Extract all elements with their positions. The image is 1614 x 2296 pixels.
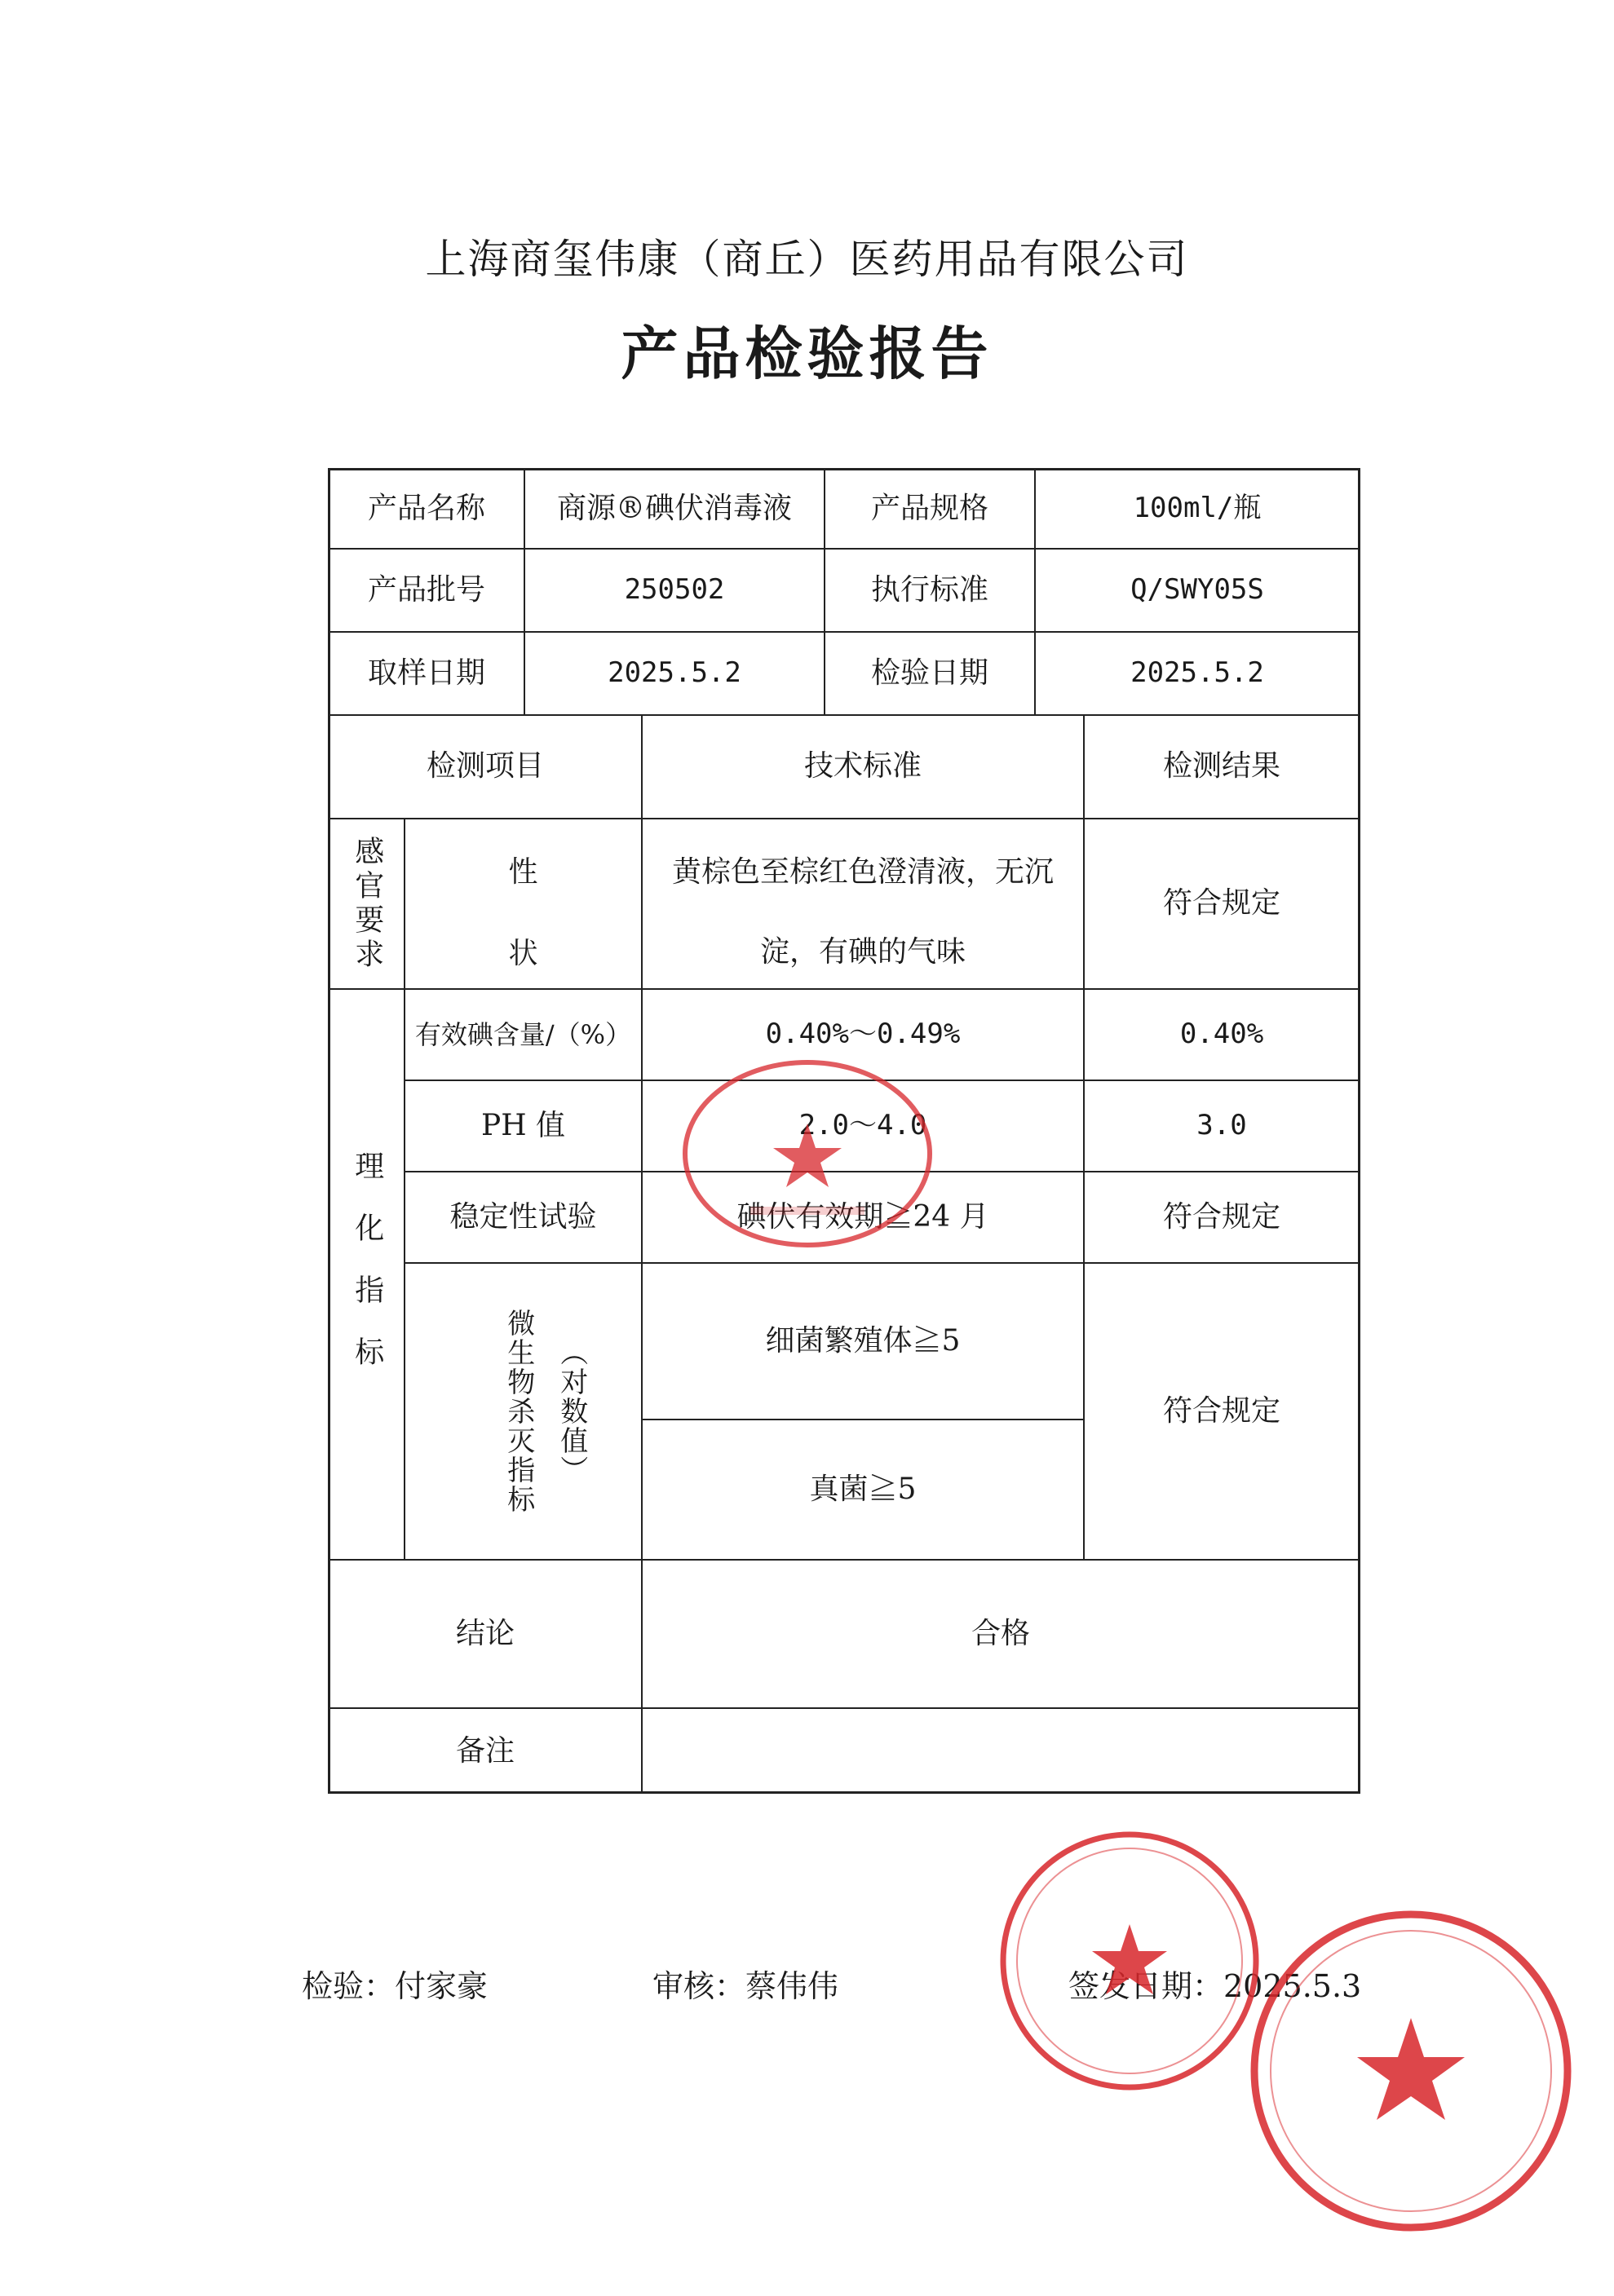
appearance-standard-line2: 淀，有碘的气味: [759, 934, 966, 969]
stability-standard: 碘伏有效期≧24 月: [736, 1199, 989, 1234]
iodine-item: 有效碘含量/（%）: [414, 1018, 632, 1050]
sample-date-value: 2025.5.2: [608, 656, 741, 690]
micro-item-sub: （对数值）: [555, 1338, 588, 1485]
product-spec-label: 产品规格: [870, 491, 988, 525]
reviewer-signature: 审核：蔡伟伟: [652, 1968, 839, 2004]
batch-label: 产品批号: [367, 572, 485, 607]
company-name: 上海商玺伟康（商丘）医药用品有限公司: [425, 236, 1189, 283]
test-date-value: 2025.5.2: [1130, 656, 1264, 690]
standard-label: 执行标准: [870, 572, 988, 607]
appearance-result: 符合规定: [1162, 886, 1280, 921]
quality-check-seal-stamp: [1240, 1900, 1582, 2242]
bacteria-standard: 细菌繁殖体≧5: [765, 1323, 961, 1358]
col-header-standard: 技术标准: [803, 749, 922, 784]
batch-value: 250502: [624, 573, 725, 607]
appearance-label-2: 状: [508, 936, 538, 970]
iodine-standard: 0.40%～0.49%: [765, 1018, 961, 1051]
ph-standard: 2.0～4.0: [798, 1109, 927, 1142]
remark-value: [643, 1709, 1359, 1794]
remark-label: 备注: [455, 1733, 515, 1768]
micro-item-main: 微生物杀灭指标: [502, 1309, 535, 1514]
appearance-standard-line1: 黄棕色至棕红色澄清液，无沉: [671, 854, 1054, 889]
standard-value: Q/SWY05S: [1130, 573, 1264, 607]
fungi-standard: 真菌≧5: [809, 1472, 917, 1506]
issue-date: 签发日期：2025.5.3: [1068, 1968, 1362, 2004]
col-header-item: 检测项目: [426, 749, 544, 784]
product-name-value: 商源®碘伏消毒液: [556, 491, 792, 525]
stability-result: 符合规定: [1162, 1199, 1280, 1234]
sample-date-label: 取样日期: [367, 656, 485, 690]
iodine-result: 0.40%: [1179, 1018, 1264, 1051]
conclusion-label: 结论: [455, 1616, 515, 1650]
appearance-label-1: 性: [508, 854, 538, 889]
stability-item: 稳定性试验: [449, 1199, 597, 1234]
conclusion-value: 合格: [971, 1616, 1030, 1650]
ph-result: 3.0: [1196, 1109, 1247, 1142]
report-title: 产品检验报告: [621, 320, 993, 387]
inspection-seal-stamp: [991, 1822, 1268, 2100]
product-spec-value: 100ml/瓶: [1133, 492, 1262, 525]
test-date-label: 检验日期: [870, 656, 988, 690]
physchem-group-label: 理化指标: [350, 1150, 384, 1398]
center-company-stamp: [677, 1052, 938, 1256]
product-name-label: 产品名称: [367, 491, 485, 525]
inspector-signature: 检验：付家豪: [302, 1968, 489, 2004]
col-header-result: 检测结果: [1162, 749, 1280, 784]
sensory-group-label: 感官要求: [350, 835, 384, 973]
micro-result: 符合规定: [1162, 1393, 1280, 1428]
ph-item: PH 值: [480, 1108, 566, 1142]
